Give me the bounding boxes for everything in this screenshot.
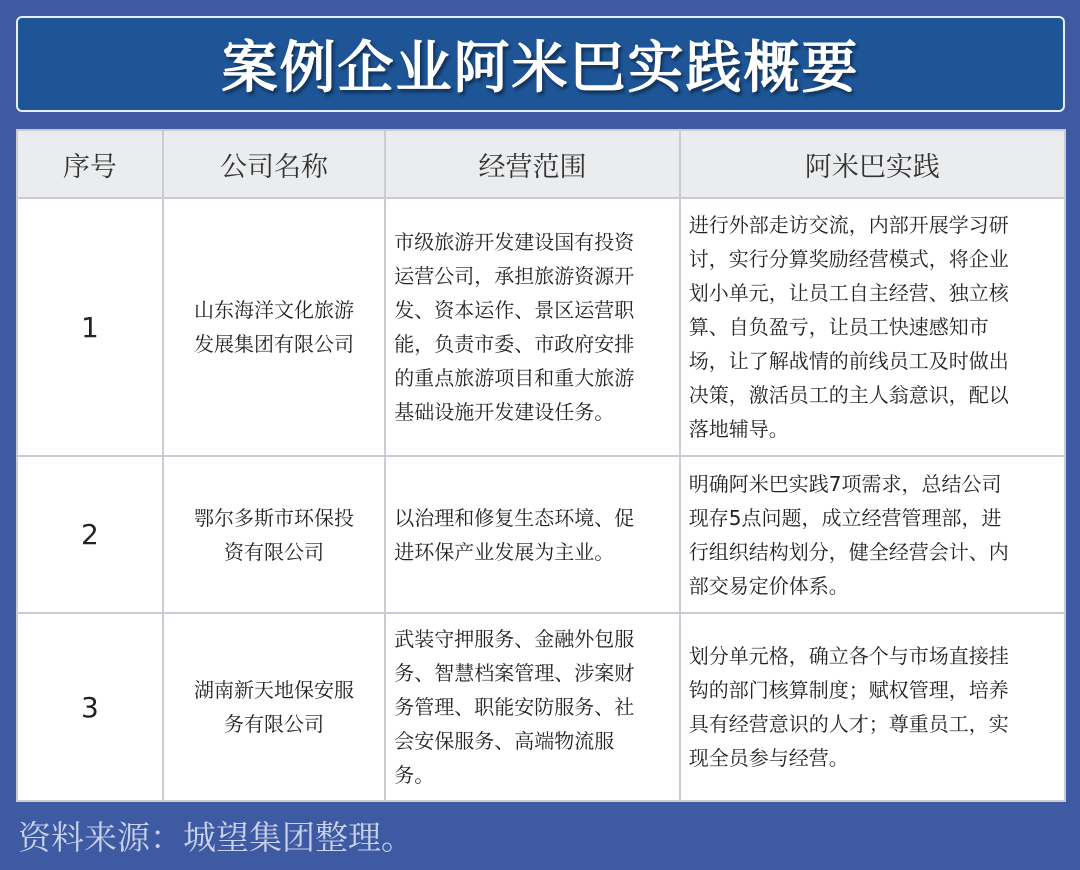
business-scope-line: 基础设施开发建设任务。 xyxy=(394,400,615,424)
amoeba-practice-line: 现全员参与经营。 xyxy=(688,746,849,770)
company-name-line: 发展集团有限公司 xyxy=(193,332,354,356)
header-scope: 经营范围 xyxy=(385,130,679,198)
header-no: 序号 xyxy=(17,130,163,198)
business-scope-line: 能，负责市委、市政府安排 xyxy=(394,332,635,356)
business-scope-line: 进环保产业发展为主业。 xyxy=(394,539,615,564)
business-scope-line: 运营公司，承担旅游资源开 xyxy=(394,264,635,288)
page-title: 案例企业阿米巴实践概要 xyxy=(16,16,1065,112)
company-name-line: 务有限公司 xyxy=(223,712,324,736)
amoeba-practice-line: 钩的部门核算制度；赋权管理，培养 xyxy=(688,678,1009,702)
business-scope-line: 的重点旅游项目和重大旅游 xyxy=(394,366,635,390)
amoeba-practice xyxy=(680,198,1065,456)
business-scope-line: 务管理、职能安防服务、社 xyxy=(394,695,635,719)
company-name-line: 湖南新天地保安服 xyxy=(193,678,354,702)
case-table xyxy=(16,129,1066,802)
header-company: 公司名称 xyxy=(163,130,386,198)
amoeba-practice xyxy=(680,613,1065,801)
amoeba-practice-line: 决策，激活员工的主人翁意识，配以 xyxy=(688,383,1009,407)
amoeba-practice-line: 部交易定价体系。 xyxy=(688,573,849,598)
business-scope xyxy=(385,198,679,456)
amoeba-practice-line: 现存5点问题，成立经营管理部，进 xyxy=(688,505,1002,530)
source-note: 资料来源：城望集团整理。 xyxy=(18,818,414,857)
business-scope xyxy=(385,613,679,801)
business-scope-line: 市级旅游开发建设国有投资 xyxy=(394,230,635,254)
amoeba-practice-line: 划小单元，让员工自主经营、独立核 xyxy=(688,281,1009,305)
amoeba-practice-line: 具有经营意识的人才；尊重员工，实 xyxy=(688,712,1009,736)
header-practice: 阿米巴实践 xyxy=(680,130,1065,198)
company-name-line: 山东海洋文化旅游 xyxy=(193,298,354,322)
business-scope-line: 发、资本运作、景区运营职 xyxy=(394,298,635,322)
business-scope xyxy=(385,456,679,613)
amoeba-practice-line: 算、自负盈亏，让员工快速感知市 xyxy=(688,315,989,339)
company-name xyxy=(163,613,386,801)
amoeba-practice-line: 划分单元格，确立各个与市场直接挂 xyxy=(688,644,1009,668)
company-name xyxy=(163,198,386,456)
business-scope-line: 会安保服务、高端物流服 xyxy=(394,729,615,753)
table-row xyxy=(17,198,1065,456)
amoeba-practice-line: 场，让了解战情的前线员工及时做出 xyxy=(688,349,1009,373)
amoeba-practice xyxy=(680,456,1065,613)
amoeba-practice-line: 明确阿米巴实践7项需求，总结公司 xyxy=(688,471,1002,496)
business-scope-line: 务。 xyxy=(394,763,435,787)
amoeba-practice-line: 进行外部走访交流，内部开展学习研 xyxy=(688,213,1009,237)
row-number: 3 xyxy=(17,613,163,801)
company-name-line: 资有限公司 xyxy=(223,539,324,564)
amoeba-practice-line: 行组织结构划分，健全经营会计、内 xyxy=(688,539,1009,564)
amoeba-practice-line: 落地辅导。 xyxy=(688,417,789,441)
business-scope-line: 武装守押服务、金融外包服 xyxy=(394,627,635,651)
row-number: 2 xyxy=(17,456,163,613)
table-row xyxy=(17,456,1065,613)
company-name xyxy=(163,456,386,613)
business-scope-line: 务、智慧档案管理、涉案财 xyxy=(394,661,635,685)
company-name-line: 鄂尔多斯市环保投 xyxy=(193,505,354,530)
table-row xyxy=(17,613,1065,801)
row-number: 1 xyxy=(17,198,163,456)
business-scope-line: 以治理和修复生态环境、促 xyxy=(394,505,635,530)
amoeba-practice-line: 讨，实行分算奖励经营模式，将企业 xyxy=(688,247,1009,271)
